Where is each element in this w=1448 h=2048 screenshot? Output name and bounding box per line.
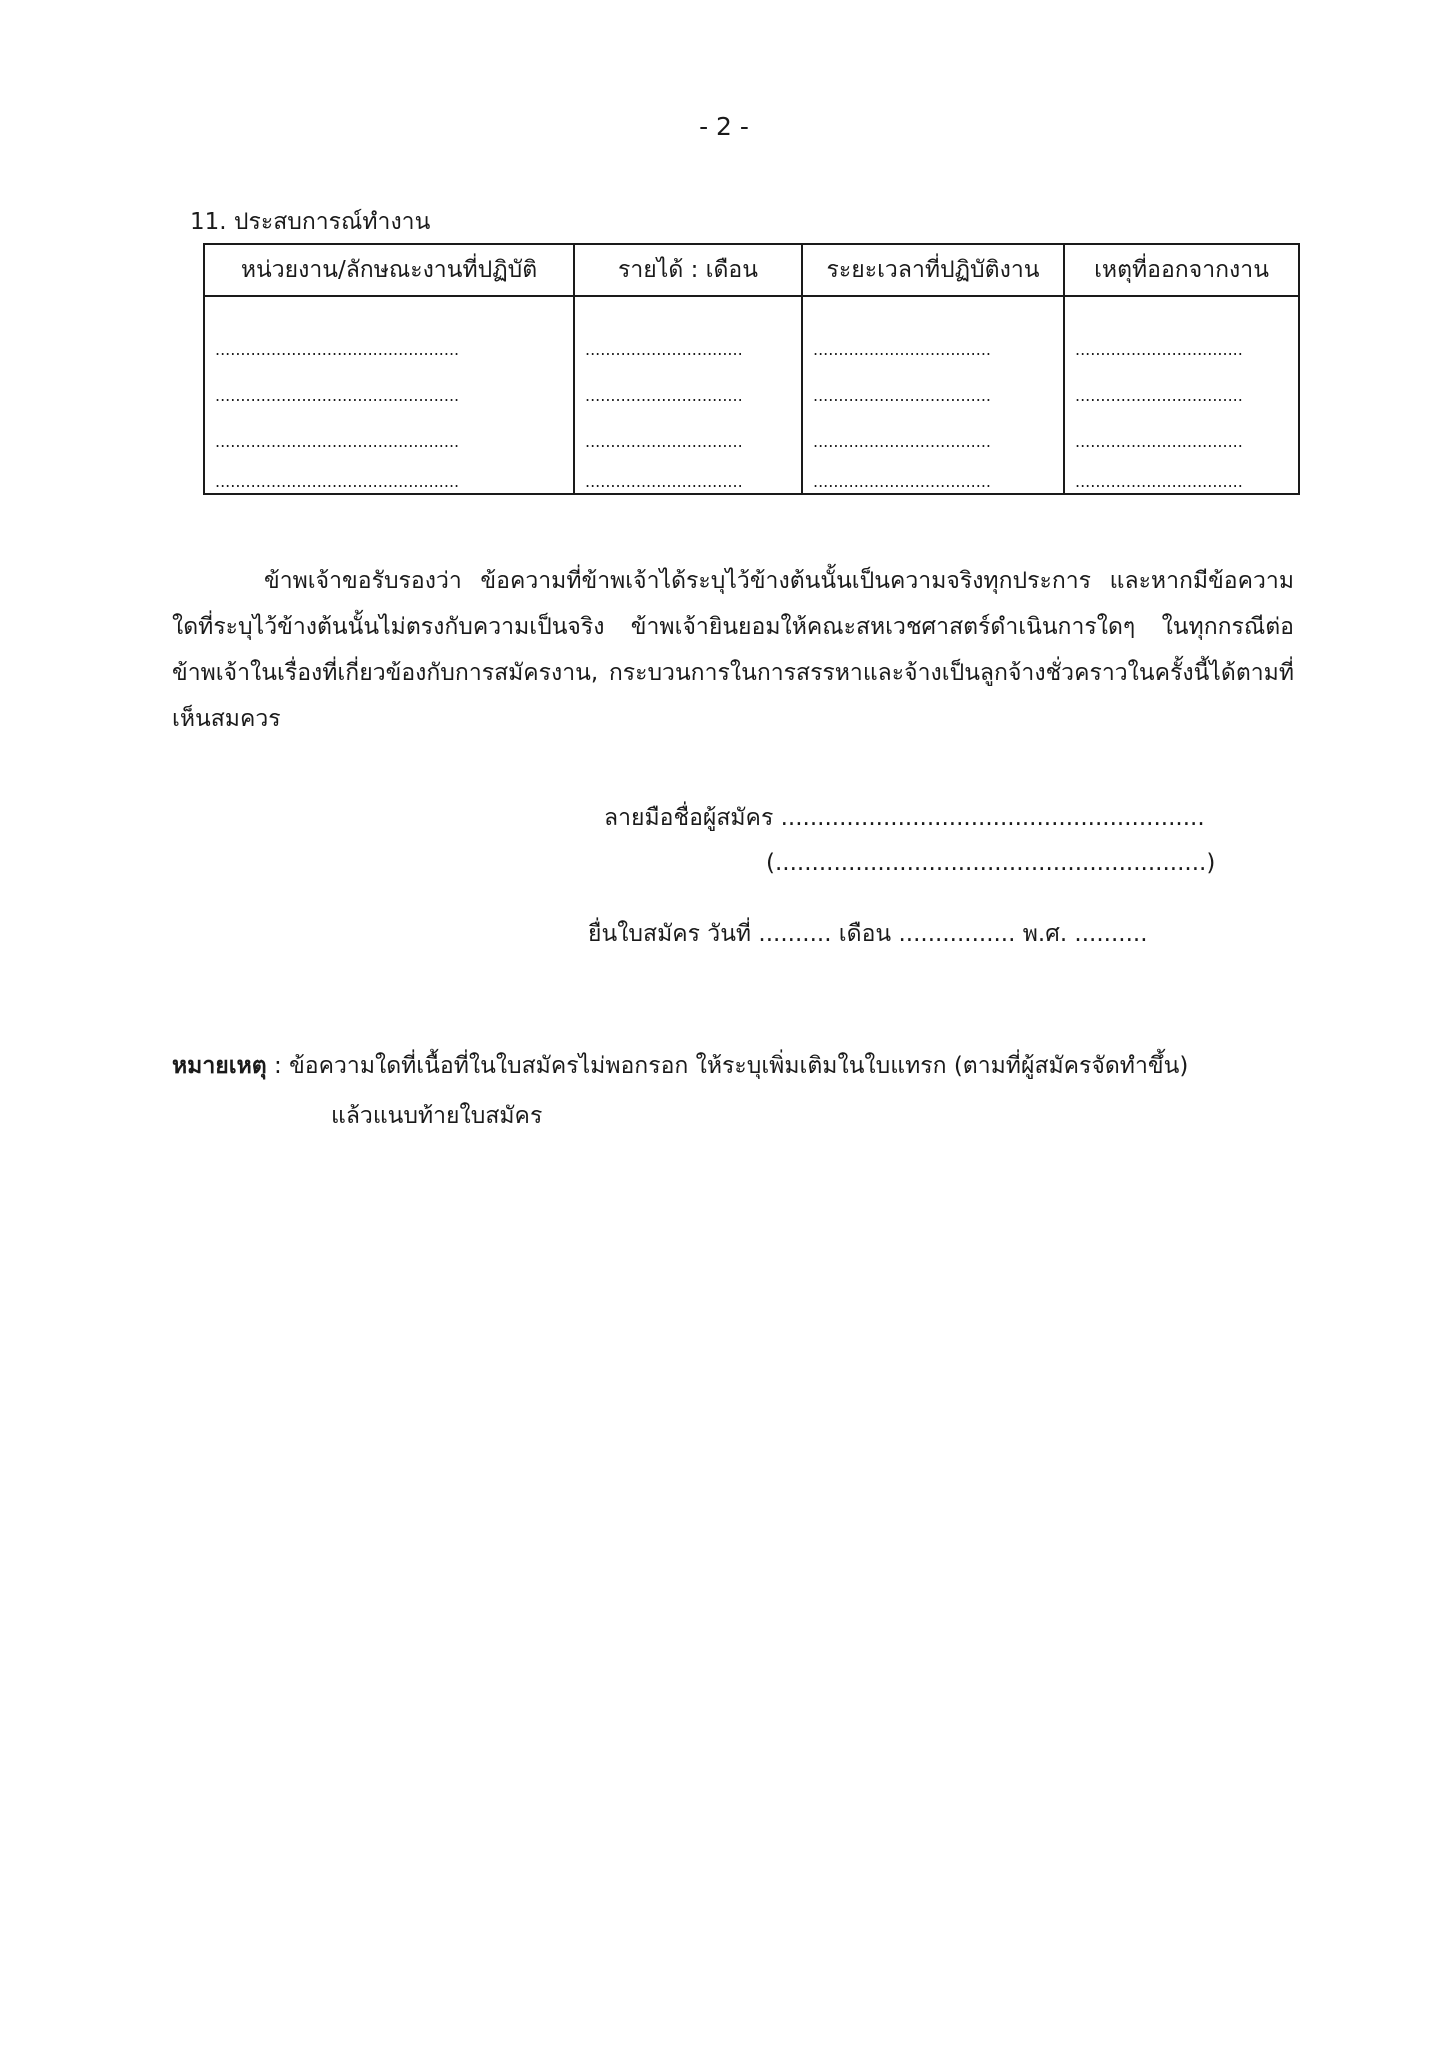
table-row [204, 407, 1299, 453]
blank-field-organization[interactable]: ................................................ [204, 296, 574, 361]
blank-field-duration[interactable]: ................................... [802, 407, 1064, 453]
blank-field-reason[interactable]: ................................. [1064, 361, 1299, 407]
blank-field-organization[interactable]: ................................................ [204, 453, 574, 494]
submission-date-line[interactable]: ยื่นใบสมัคร วันที่ .......... เดือน ................ พ.ศ. .......... [588, 921, 1148, 947]
table-row [204, 361, 1299, 407]
blank-field-duration[interactable]: ................................... [802, 453, 1064, 494]
blank-field-income[interactable]: ............................... [574, 296, 802, 361]
remark-label: หมายเหตุ [172, 1053, 267, 1079]
blank-field-reason[interactable]: ................................. [1064, 407, 1299, 453]
blank-field-income[interactable]: ............................... [574, 361, 802, 407]
remark-text-line2: แล้วแนบท้ายใบสมัคร [331, 1103, 543, 1129]
remark-separator: : [266, 1053, 290, 1079]
page-number: - 2 - [699, 112, 749, 141]
applicant-name-line[interactable]: (...........................................................) [766, 850, 1216, 876]
work-experience-table [203, 243, 1300, 495]
blank-field-duration[interactable]: ................................... [802, 296, 1064, 361]
blank-field-organization[interactable]: ................................................ [204, 361, 574, 407]
blank-field-income[interactable]: ............................... [574, 453, 802, 494]
table-row [204, 296, 1299, 361]
table-row [204, 453, 1299, 494]
table-header-row [204, 244, 1299, 296]
header-reason-leaving: เหตุที่ออกจากงาน [1064, 244, 1299, 296]
blank-field-reason[interactable]: ................................. [1064, 453, 1299, 494]
header-income: รายได้ : เดือน [574, 244, 802, 296]
blank-field-income[interactable]: ............................... [574, 407, 802, 453]
header-organization: หน่วยงาน/ลักษณะงานที่ปฏิบัติ [204, 244, 574, 296]
remark-text-line1: ข้อความใดที่เนื้อที่ในใบสมัครไม่พอกรอก ให้ระบุเพิ่มเติมในใบแทรก (ตามที่ผู้สมัครจัดทำขึ้น) [289, 1053, 1189, 1079]
remark-note [172, 1048, 1188, 1084]
blank-field-duration[interactable]: ................................... [802, 361, 1064, 407]
section-heading-work-experience: 11. ประสบการณ์ทำงาน [190, 209, 431, 235]
header-duration: ระยะเวลาที่ปฏิบัติงาน [802, 244, 1064, 296]
applicant-signature-line[interactable]: ลายมือชื่อผู้สมัคร .......................................................... [604, 805, 1205, 831]
certification-paragraph: ข้าพเจ้าขอรับรองว่า ข้อความที่ข้าพเจ้าได้ระบุไว้ข้างต้นนั้นเป็นความจริงทุกประการ และหากมีข้อความใดที่ระบุไว้ข้างต้นนั้นไม่ตรงกับความเป็นจริง ข้าพเจ้ายินยอมให้คณะสหเวชศาสตร์ดำเนินการใดๆ ในทุกกรณีต่อข้าพเจ้าในเรื่องที่เกี่ยวข้องกับการสมัครงาน, กระบวนการในการสรรหาและจ้างเป็นลูกจ้างชั่วคราวในครั้งนี้ได้ตามที่เห็นสมควร [172, 568, 1294, 732]
blank-field-reason[interactable]: ................................. [1064, 296, 1299, 361]
blank-field-organization[interactable]: ................................................ [204, 407, 574, 453]
